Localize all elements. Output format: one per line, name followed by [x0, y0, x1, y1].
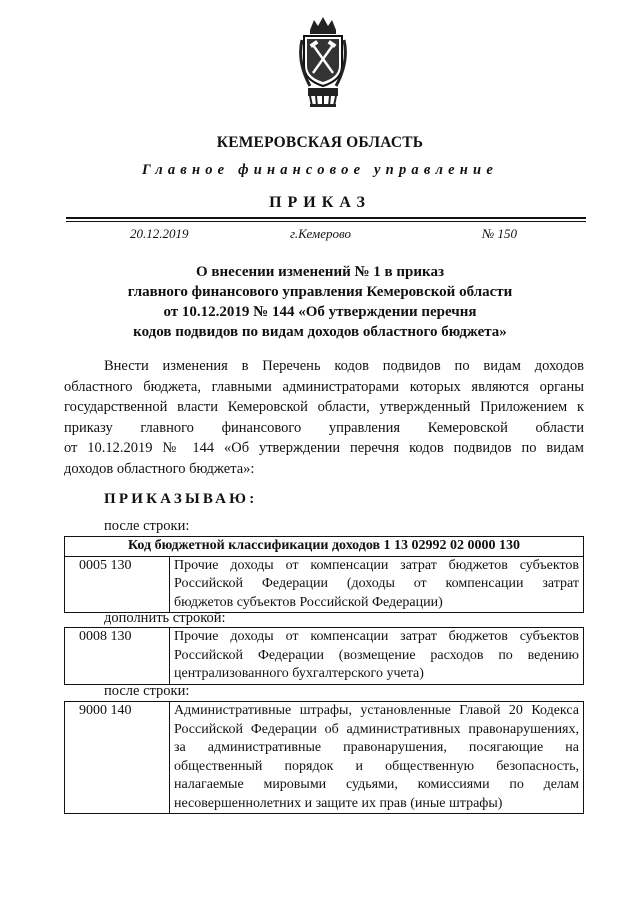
header-rule-thick [66, 217, 586, 219]
document-number: № 150 [482, 226, 518, 241]
heading-line: главного финансового управления Кемеровской области [127, 284, 513, 300]
description-line: несовершеннолетних и защите их прав (иные штрафы) [174, 795, 503, 811]
subtype-description [170, 702, 584, 814]
document-date: 20.12.2019 [130, 226, 189, 241]
subtype-code: 0005 130 [65, 556, 170, 613]
body-line: доходов областного бюджета»: [64, 460, 255, 477]
description-line: общественный порядок и общественную безопасность, [174, 758, 579, 774]
table-row [65, 702, 584, 814]
description-line: Российской Федерации об административных правонарушениях, [174, 721, 579, 737]
order-directive: ПРИКАЗЫВАЮ: [104, 491, 258, 507]
subtype-code: 0008 130 [65, 628, 170, 685]
coat-of-arms-emblem [296, 14, 350, 110]
budget-classification-header: Код бюджетной классификации доходов 1 13 02992 02 0000 130 [65, 537, 584, 557]
description-line: централизованного бухгалтерского учета) [174, 666, 424, 681]
subtype-description [170, 556, 584, 613]
heading-line: от 10.12.2019 № 144 «Об утверждении перечня [163, 304, 477, 320]
section3-table [64, 701, 584, 814]
section2-table [64, 627, 584, 685]
description-line: за административные правонарушения, посягающие на [174, 740, 579, 755]
body-line: от 10.12.2019 № 144 «Об утверждении перечня кодов подвидов по видам [64, 440, 584, 456]
heading-line: кодов подвидов по видам доходов областного бюджета» [133, 324, 507, 340]
table-row [65, 628, 584, 685]
header-rule-thin [66, 221, 586, 222]
description-line: налагаемые мировыми судьями, комиссиями по делам [174, 777, 579, 792]
table-row [65, 556, 584, 613]
description-line: Прочие доходы от компенсации затрат бюджетов субъектов [174, 629, 579, 644]
description-line: Административные штрафы, установленные Главой 20 Кодекса [174, 703, 579, 718]
document-heading [0, 262, 640, 342]
description-line: бюджетов субъектов Российской Федерации) [174, 594, 443, 610]
body-line: Внести изменения в Перечень кодов подвидов по видам доходов [104, 358, 584, 374]
description-line: Российской Федерации (доходы от компенсации затрат [174, 576, 579, 591]
table-header-row [65, 537, 584, 557]
description-line: Прочие доходы от компенсации затрат бюджетов субъектов [174, 557, 579, 573]
body-line: приказу главного финансового управления Кемеровской области [64, 419, 584, 436]
section1-caption: после строки: [104, 518, 190, 534]
heading-line: О внесении изменений № 1 в приказ [196, 264, 444, 280]
body-line: государственной власти Кемеровской области, утвержденный Приложением к [64, 399, 584, 415]
subtype-code: 9000 140 [65, 702, 170, 814]
subtype-description [170, 628, 584, 685]
document-type-title: ПРИКАЗ [269, 194, 371, 211]
department-name: Главное финансовое управление [142, 162, 498, 178]
body-line: областного бюджета, главными администраторами которых являются органы [64, 378, 584, 395]
section3-caption: после строки: [104, 683, 190, 699]
description-line: Российской Федерации (возмещение расходов по ведению [174, 647, 579, 663]
section2-caption: дополнить строкой: [104, 610, 226, 626]
section1-table [64, 536, 584, 613]
region-name: КЕМЕРОВСКАЯ ОБЛАСТЬ [216, 134, 424, 151]
document-city: г.Кемерово [290, 226, 351, 241]
body-paragraph [64, 356, 584, 479]
